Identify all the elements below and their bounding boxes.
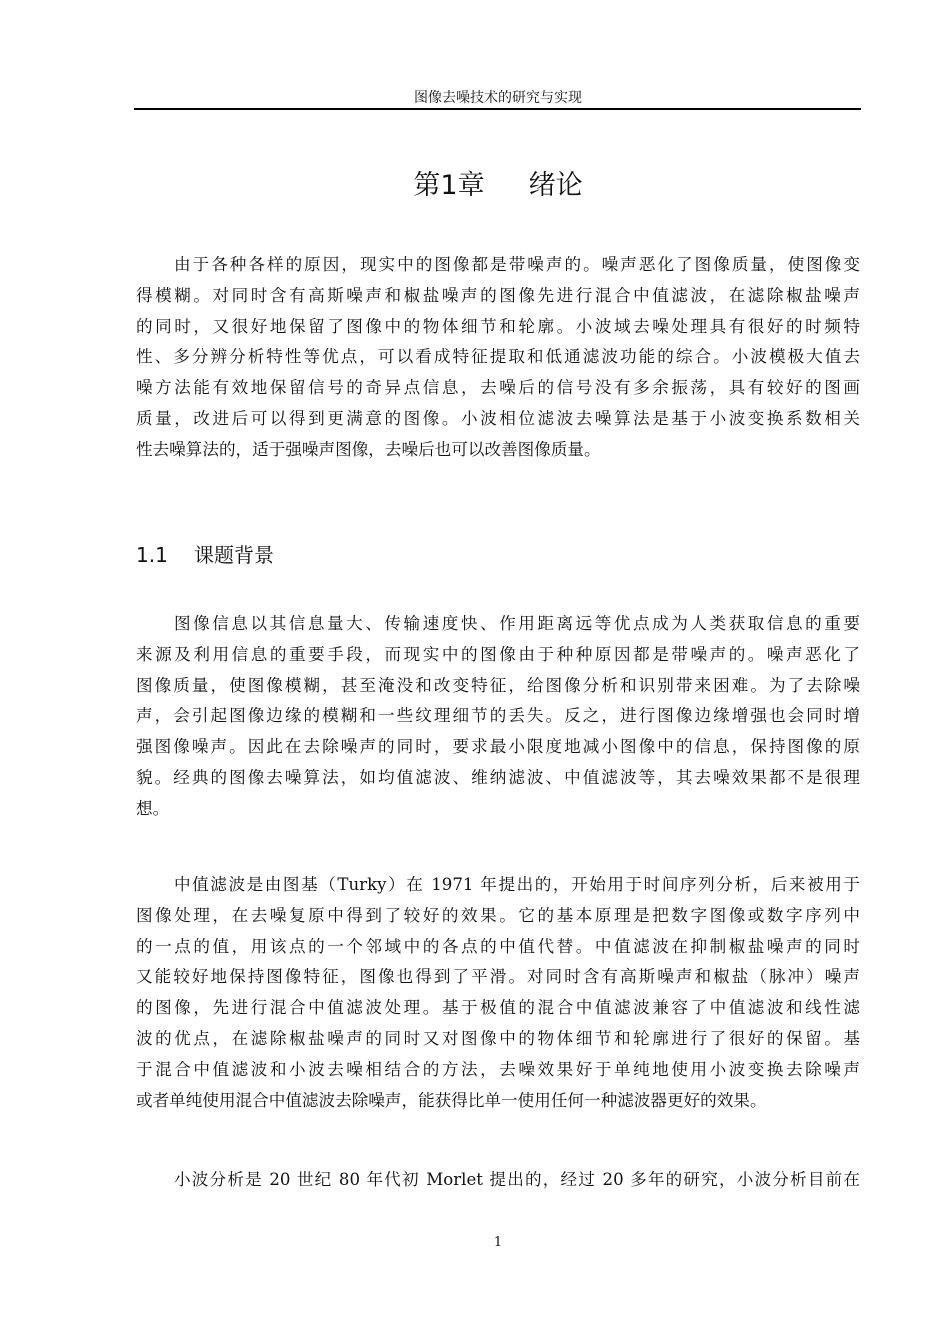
body-line: 来源及利用信息的重要手段，而现实中的图像由于种种原因都是带噪声的。噪声恶化了 xyxy=(136,644,860,664)
running-header: 图像去噪技术的研究与实现 xyxy=(414,90,582,106)
intro-line: 得模糊。对同时含有高斯噪声和椒盐噪声的图像先进行混合中值滤波，在滤除椒盐噪声 xyxy=(136,285,860,305)
intro-line: 性、多分辨分析特性等优点，可以看成特征提取和低通滤波功能的综合。小波模极大值去 xyxy=(136,347,860,367)
body-line: 强图像噪声。因此在去除噪声的同时，要求最小限度地减小图像中的信息，保持图像的原 xyxy=(136,737,860,757)
page-number: 1 xyxy=(493,1235,503,1250)
body-line: 的图像，先进行混合中值滤波处理。基于极值的混合中值滤波兼容了中值滤波和线性滤 xyxy=(136,998,860,1018)
body-paragraph-2 xyxy=(136,870,860,1116)
intro-paragraph xyxy=(136,250,860,466)
body-line: 图像质量，使图像模糊，甚至淹没和改变特征，给图像分析和识别带来困难。为了去除噪 xyxy=(136,675,860,695)
body-line: 图像信息以其信息量大、传输速度快、作用距离远等优点成为人类获取信息的重要 xyxy=(174,614,860,633)
body-line: 图像处理，在去噪复原中得到了较好的效果。它的基本原理是把数字图像或数字序列中 xyxy=(136,905,860,925)
chapter-title xyxy=(136,168,860,204)
body-line: 于混合中值滤波和小波去噪相结合的方法，去噪效果好于单纯地使用小波变换去除噪声 xyxy=(136,1059,860,1079)
chapter-name: 绪论 xyxy=(528,170,583,201)
body-line: 小波分析是 20 世纪 80 年代初 Morlet 提出的，经过 20 多年的研究，小波分析目前在 xyxy=(174,1170,860,1189)
section-number: 1.1 xyxy=(136,543,168,567)
body-line: 声，会引起图像边缘的模糊和一些纹理细节的丢失。反之，进行图像边缘增强也会同时增 xyxy=(136,706,860,726)
body-line: 又能较好地保持图像特征，图像也得到了平滑。对同时含有高斯噪声和椒盐（脉冲）噪声 xyxy=(136,967,860,987)
body-line: 貌。经典的图像去噪算法，如均值滤波、维纳滤波、中值滤波等，其去噪效果都不是很理 xyxy=(136,767,860,787)
body-line: 想。 xyxy=(136,798,170,818)
intro-line: 质量，改进后可以得到更满意的图像。小波相位滤波去噪算法是基于小波变换系数相关 xyxy=(136,408,860,428)
section-name: 课题背景 xyxy=(194,543,274,567)
chapter-number: 第1章 xyxy=(413,170,485,201)
intro-line: 的同时，又很好地保留了图像中的物体细节和轮廓。小波域去噪处理具有很好的时频特 xyxy=(136,316,860,336)
body-paragraph-1 xyxy=(136,609,860,825)
section-heading xyxy=(136,538,274,572)
body-paragraph-3 xyxy=(136,1165,860,1196)
intro-line: 由于各种各样的原因，现实中的图像都是带噪声的。噪声恶化了图像质量，使图像变 xyxy=(174,255,860,274)
body-line: 波的优点，在滤除椒盐噪声的同时又对图像中的物体细节和轮廓进行了很好的保留。基 xyxy=(136,1028,860,1048)
intro-line: 噪方法能有效地保留信号的奇异点信息，去噪后的信号没有多余振荡，具有较好的图画 xyxy=(136,378,860,398)
header-rule xyxy=(134,108,861,110)
body-line: 的一点的值，用该点的一个邻域中的各点的中值代替。中值滤波在抑制椒盐噪声的同时 xyxy=(136,936,860,956)
body-line: 或者单纯使用混合中值滤波去除噪声，能获得比单一使用任何一种滤波器更好的效果。 xyxy=(136,1090,767,1110)
intro-line: 性去噪算法的，适于强噪声图像，去噪后也可以改善图像质量。 xyxy=(136,439,601,459)
body-line: 中值滤波是由图基（Turky）在 1971 年提出的，开始用于时间序列分析，后来被用于 xyxy=(174,875,860,894)
